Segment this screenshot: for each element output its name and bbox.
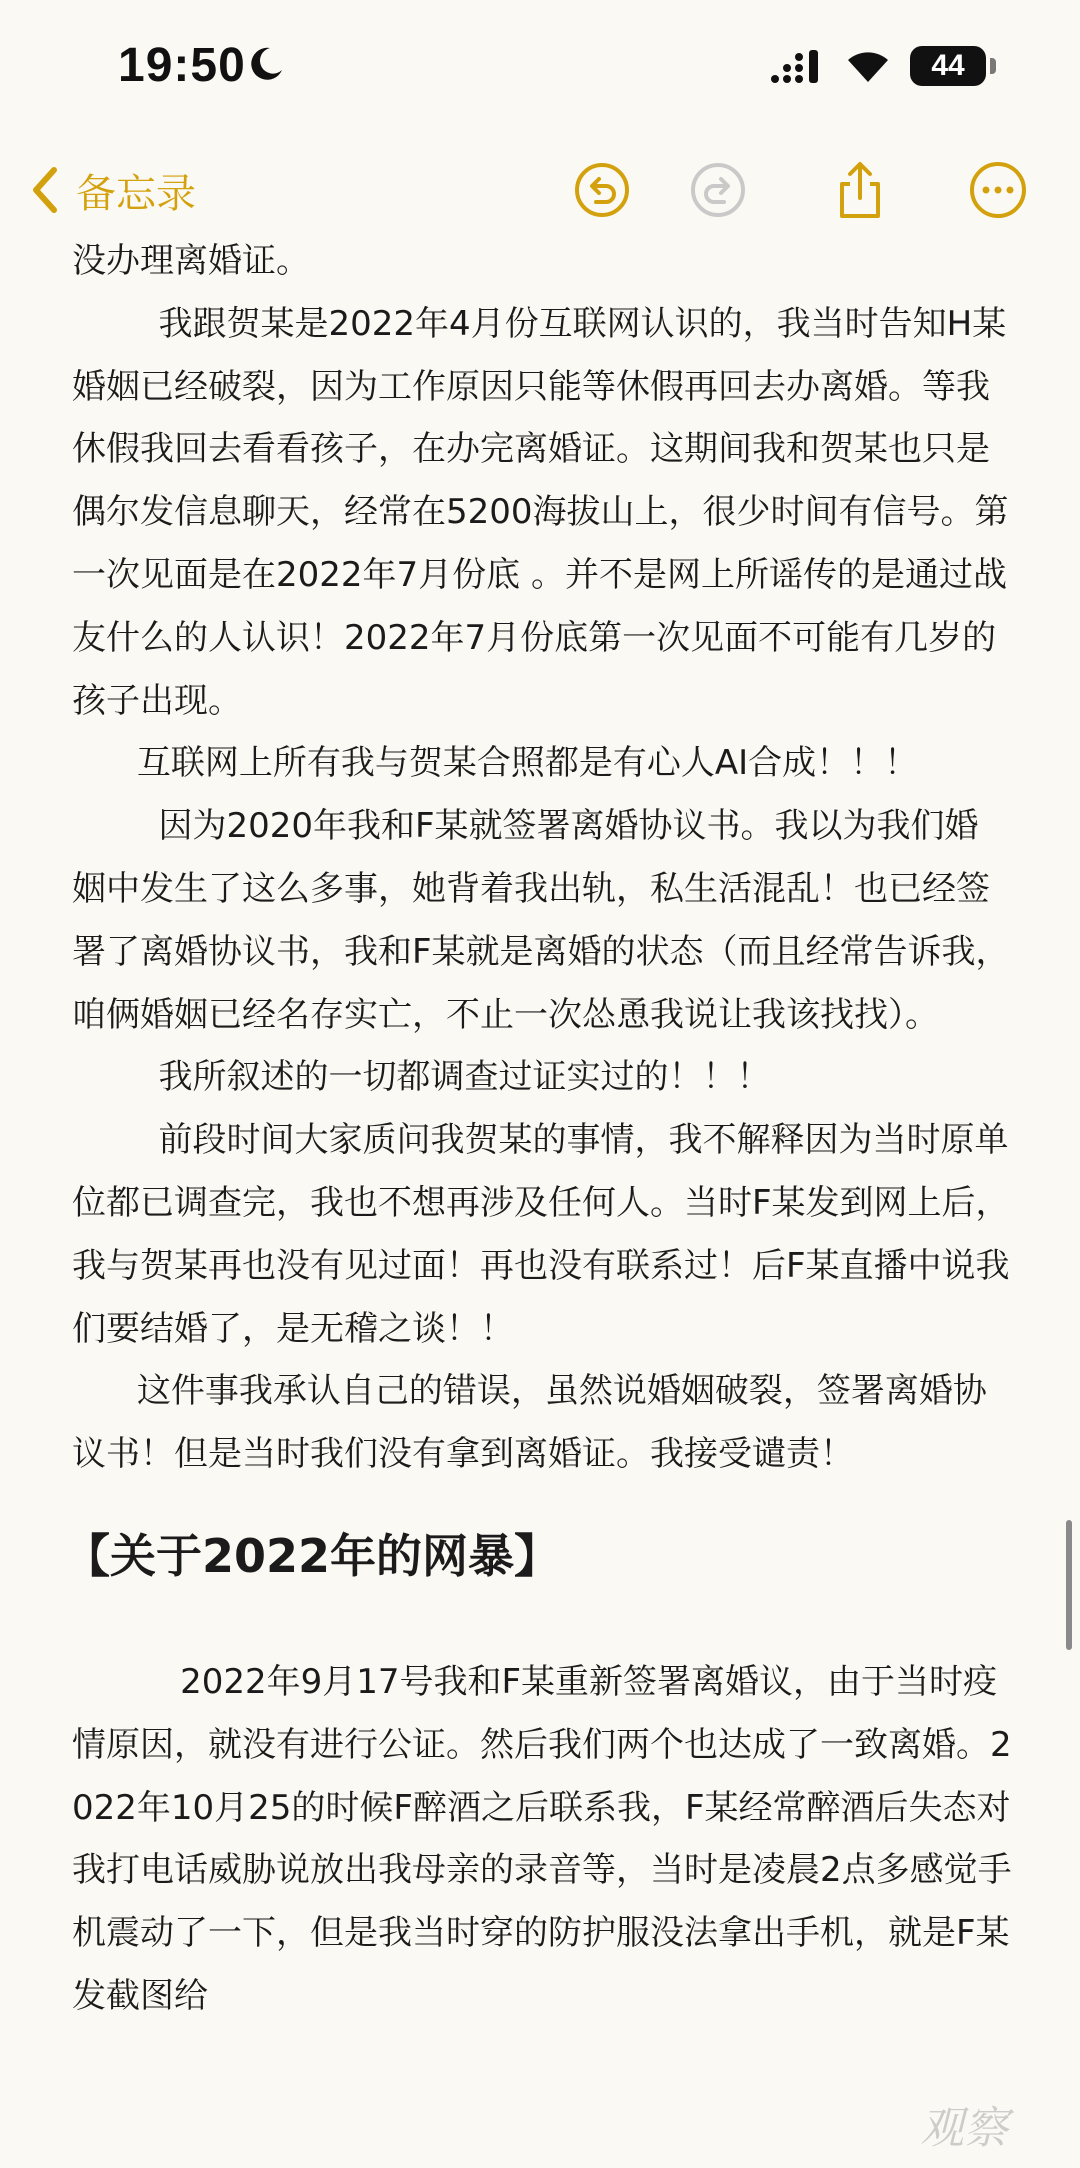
watermark: 观察 bbox=[920, 2103, 1008, 2154]
note-paragraph: 前段时间大家质问我贺某的事情，我不解释因为当时原单位都已调查完，我也不想再涉及任何人。当时F某发到网上后，我与贺某再也没有见过面！再也没有联系过！后F某直播中说我们要结婚了，是无稽之谈！！ bbox=[72, 1120, 1010, 1349]
signal-icon bbox=[770, 48, 830, 84]
back-label: 备忘录 bbox=[76, 170, 196, 217]
note-paragraph: 互联网上所有我与贺某合照都是有心人AI合成！！！ bbox=[72, 743, 919, 784]
section-heading: 【关于2022年的网暴】 bbox=[64, 1528, 561, 1583]
wifi-icon bbox=[844, 48, 892, 84]
share-icon[interactable] bbox=[830, 160, 890, 220]
note-paragraph: 因为2020年我和F某就签署离婚协议书。我以为我们婚姻中发生了这么多事，她背着我出轨，私生活混乱！也已经签署了离婚协议书，我和F某就是离婚的状态（而且经常告诉我，咱俩婚姻已经名存实亡，不止一次怂恿我说让我该找找）。 bbox=[72, 806, 1010, 1035]
note-paragraph: 这件事我承认自己的错误，虽然说婚姻破裂，签署离婚协议书！但是当时我们没有拿到离婚证。我接受谴责！ bbox=[72, 1371, 987, 1475]
battery-tip bbox=[990, 58, 996, 74]
note-paragraph: 没办理离婚证。 bbox=[72, 241, 310, 281]
note-body[interactable] bbox=[64, 230, 1012, 2028]
chevron-left-icon bbox=[30, 166, 58, 214]
moon-icon bbox=[246, 44, 286, 84]
nav-bar bbox=[0, 140, 1080, 240]
back-button[interactable] bbox=[30, 158, 196, 222]
more-icon[interactable] bbox=[968, 160, 1028, 220]
note-paragraph: 我跟贺某是2022年4月份互联网认识的，我当时告知H某婚姻已经破裂，因为工作原因只能等休假再回去办离婚。等我休假我回去看看孩子，在办完离婚证。这期间我和贺某也只是偶尔发信息聊天，经常在5200海拔山上，很少时间有信号。第一次见面是在2022年7月份底 。并不是网上所谣传的是通过战友什么的人认识！2022年7月份底第一次见面不可能有几岁的孩子出现。 bbox=[72, 303, 1009, 721]
note-paragraph: 2022年9月17号我和F某重新签署离婚议，由于当时疫情原因，就没有进行公证。然后我们两个也达成了一致离婚。2022年10月25的时候F醉酒之后联系我，F某经常醉酒后失态对我打电话威胁说放出我母亲的录音等，当时是凌晨2点多感觉手机震动了一下，但是我当时穿的防护服没法拿出手机，就是F某发截图给 bbox=[72, 1661, 1012, 2016]
redo-icon[interactable] bbox=[688, 160, 748, 220]
battery-icon: 44 bbox=[910, 46, 986, 86]
undo-icon[interactable] bbox=[572, 160, 632, 220]
note-paragraph: 我所叙述的一切都调查过证实过的！！！ bbox=[72, 1057, 771, 1098]
scroll-indicator[interactable] bbox=[1066, 1520, 1072, 1650]
status-bar bbox=[0, 0, 1080, 140]
status-time: 19:50 bbox=[118, 39, 246, 92]
